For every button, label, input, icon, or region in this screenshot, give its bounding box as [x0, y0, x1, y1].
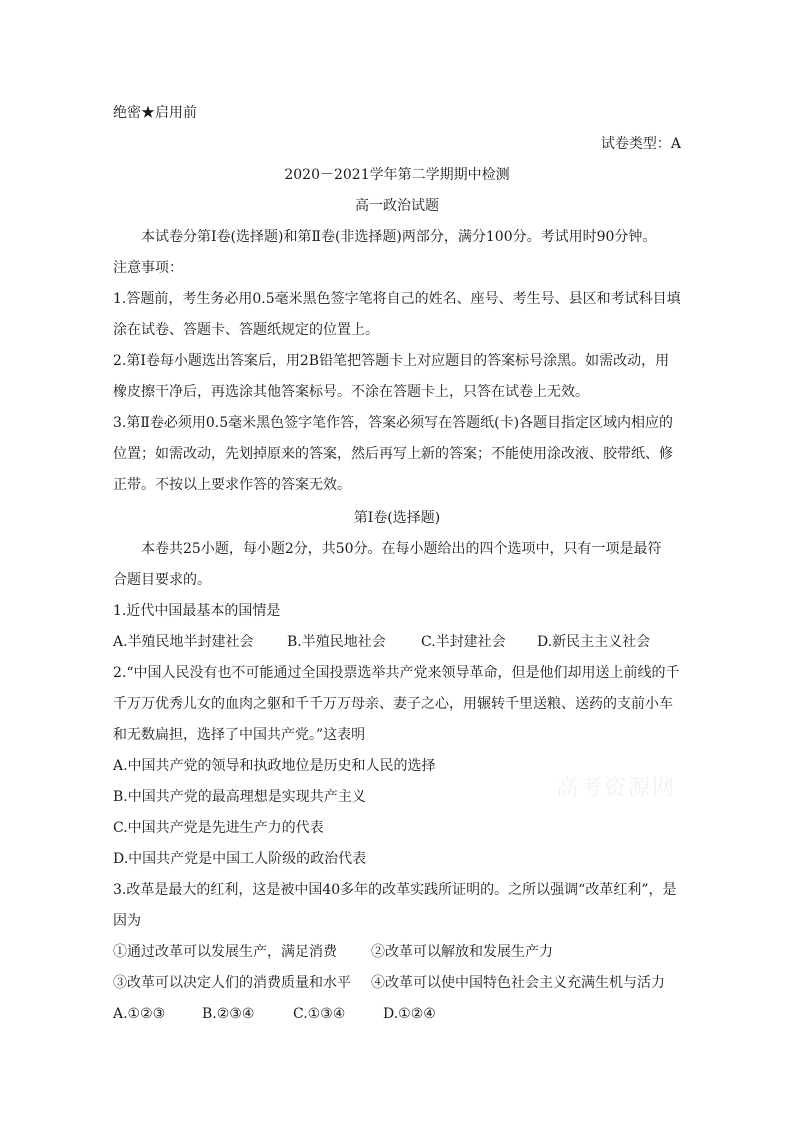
question-3-option-a: A.①②③ — [113, 1006, 166, 1022]
note-1-line-1: 1.答题前，考生务必用0.5毫米黑色签字笔将自己的姓名、座号、考生号、县区和考试科目填 — [113, 291, 681, 307]
question-2-stem-line-2: 千万万优秀儿女的血肉之躯和千千万万母亲、妻子之心，用辗转千里送粮、送药的支前小车 — [113, 696, 673, 712]
question-2-option-d: D.中国共产党是中国工人阶级的政治代表 — [113, 851, 367, 867]
note-1-line-2: 涂在试卷、答题卡、答题纸规定的位置上。 — [113, 322, 379, 338]
note-3-line-3: 正带。不按以上要求作答的答案无效。 — [113, 477, 351, 493]
question-3-statement-4: ④改革可以使中国特色社会主义充满生机与活力 — [371, 975, 665, 991]
question-2-option-c: C.中国共产党是先进生产力的代表 — [113, 820, 324, 836]
question-3-statement-1: ①通过改革可以发展生产，满足消费 — [113, 944, 337, 960]
exam-title: 2020－2021学年第二学期期中检测 — [284, 167, 510, 183]
note-3-line-2: 位置；如需改动，先划掉原来的答案，然后再写上新的答案；不能使用涂改液、胶带纸、修 — [113, 446, 673, 462]
question-2-option-a: A.中国共产党的领导和执政地位是历史和人民的选择 — [113, 758, 436, 774]
note-2-line-2: 橡皮擦干净后，再选涂其他答案标号。不涂在答题卡上，只答在试卷上无效。 — [113, 384, 589, 400]
question-2-option-b: B.中国共产党的最高理想是实现共产主义 — [113, 789, 366, 805]
question-2-stem-line-3: 和无数扁担，选择了中国共产党。”这表明 — [113, 727, 366, 743]
question-1-option-d: D.新民主主义社会 — [537, 634, 651, 650]
question-1-option-a: A.半殖民地半封建社会 — [113, 634, 254, 650]
paper-type: 试卷类型：A — [600, 136, 681, 152]
note-3-line-1: 3.第Ⅱ卷必须用0.5毫米黑色签字笔作答，答案必须写在答题纸(卡)各题目指定区域内相应的 — [113, 415, 674, 431]
section-1-title: 第Ⅰ卷(选择题) — [353, 510, 441, 526]
secret-label: 绝密★启用前 — [113, 105, 197, 121]
question-3-option-c: C.①③④ — [293, 1006, 346, 1022]
watermark: 高考资源网 — [556, 776, 677, 801]
question-1-option-c: C.半封建社会 — [421, 634, 506, 650]
subject-title: 高一政治试题 — [355, 198, 439, 214]
question-3-statement-3: ③改革可以决定人们的消费质量和水平 — [113, 975, 351, 991]
question-3-stem-line-2: 因为 — [113, 913, 141, 929]
question-2-stem-line-1: 2.“中国人民没有也不可能通过全国投票选举共产党来领导革命，但是他们却用送上前线的千 — [113, 665, 680, 681]
intro-text: 本试卷分第Ⅰ卷(选择题)和第Ⅱ卷(非选择题)两部分，满分100分。考试用时90分钟。 — [141, 229, 657, 245]
question-3-stem-line-1: 3.改革是最大的红利，这是被中国40多年的改革实践所证明的。之所以强调“改革红利”，是 — [113, 882, 677, 898]
section-1-desc-line-1: 本卷共25小题，每小题2分，共50分。在每小题给出的四个选项中，只有一项是最符 — [141, 541, 662, 557]
section-1-desc-line-2: 合题目要求的。 — [113, 572, 211, 588]
question-1-stem: 1.近代中国最基本的国情是 — [113, 603, 281, 619]
question-1-option-b: B.半殖民地社会 — [287, 634, 386, 650]
note-2-line-1: 2.第Ⅰ卷每小题选出答案后，用2B铅笔把答题卡上对应题目的答案标号涂黑。如需改动，用 — [113, 353, 670, 369]
question-3-option-d: D.①②④ — [383, 1006, 436, 1022]
question-3-option-b: B.②③④ — [202, 1006, 255, 1022]
question-3-statement-2: ②改革可以解放和发展生产力 — [371, 944, 553, 960]
notes-title: 注意事项： — [113, 260, 183, 276]
